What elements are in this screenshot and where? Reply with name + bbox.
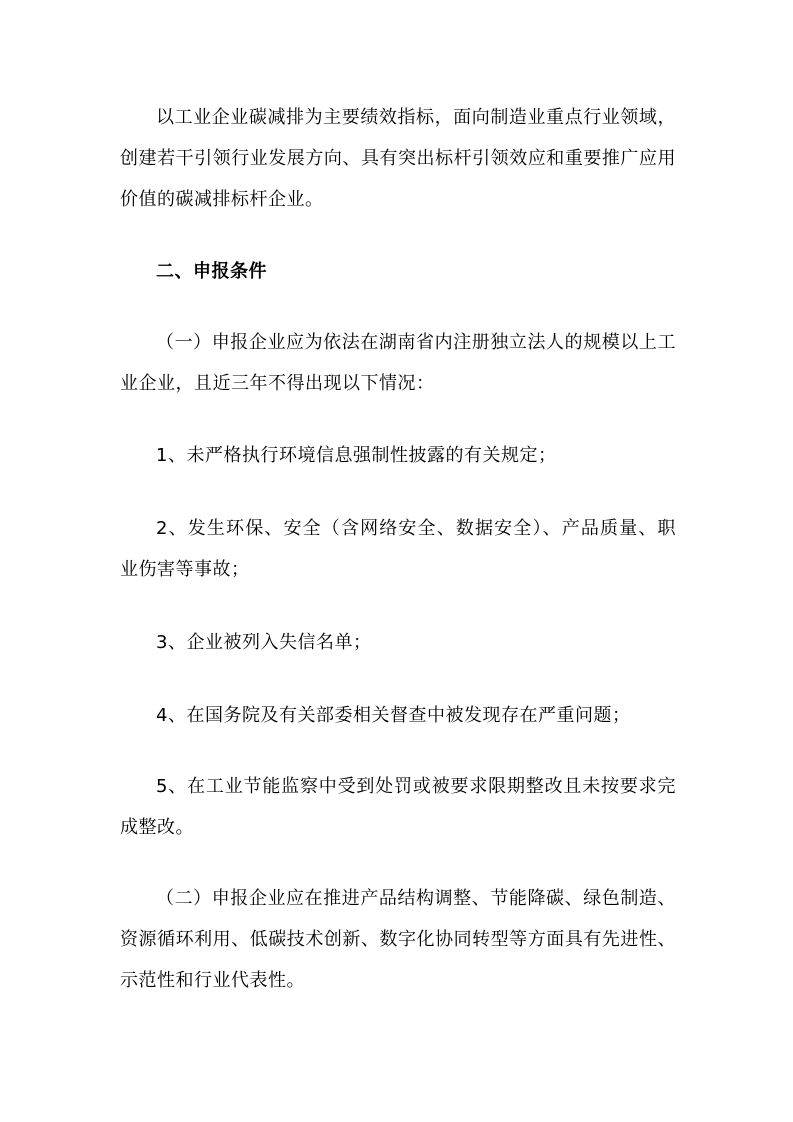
list-item-1: 1、未严格执行环境信息强制性披露的有关规定； [156, 445, 557, 466]
condition-paragraph-2: （二）申报企业应在推进产品结构调整、节能降碳、绿色制造、资源循环利用、低碳技术创新、数字化协同转型等方面具有先进性、示范性和行业代表性。 [120, 888, 676, 991]
list-item-2: 2、发生环保、安全（含网络安全、数据安全）、产品质量、职业伤害等事故； [120, 518, 676, 580]
list-item-3: 3、企业被列入失信名单； [156, 632, 372, 653]
section-heading: 二、申报条件 [156, 261, 267, 282]
intro-paragraph: 以工业企业碳减排为主要绩效指标，面向制造业重点行业领域，创建若干引领行业发展方向、具有突出标杆引领效应和重要推广应用价值的碳减排标杆企业。 [120, 107, 676, 210]
condition-paragraph-1: （一）申报企业应为依法在湖南省内注册独立法人的规模以上工业企业，且近三年不得出现以下情况： [120, 332, 676, 394]
list-item-4: 4、在国务院及有关部委相关督查中被发现存在严重问题； [156, 705, 631, 726]
list-item-5: 5、在工业节能监察中受到处罚或被要求限期整改且未按要求完成整改。 [120, 776, 676, 838]
